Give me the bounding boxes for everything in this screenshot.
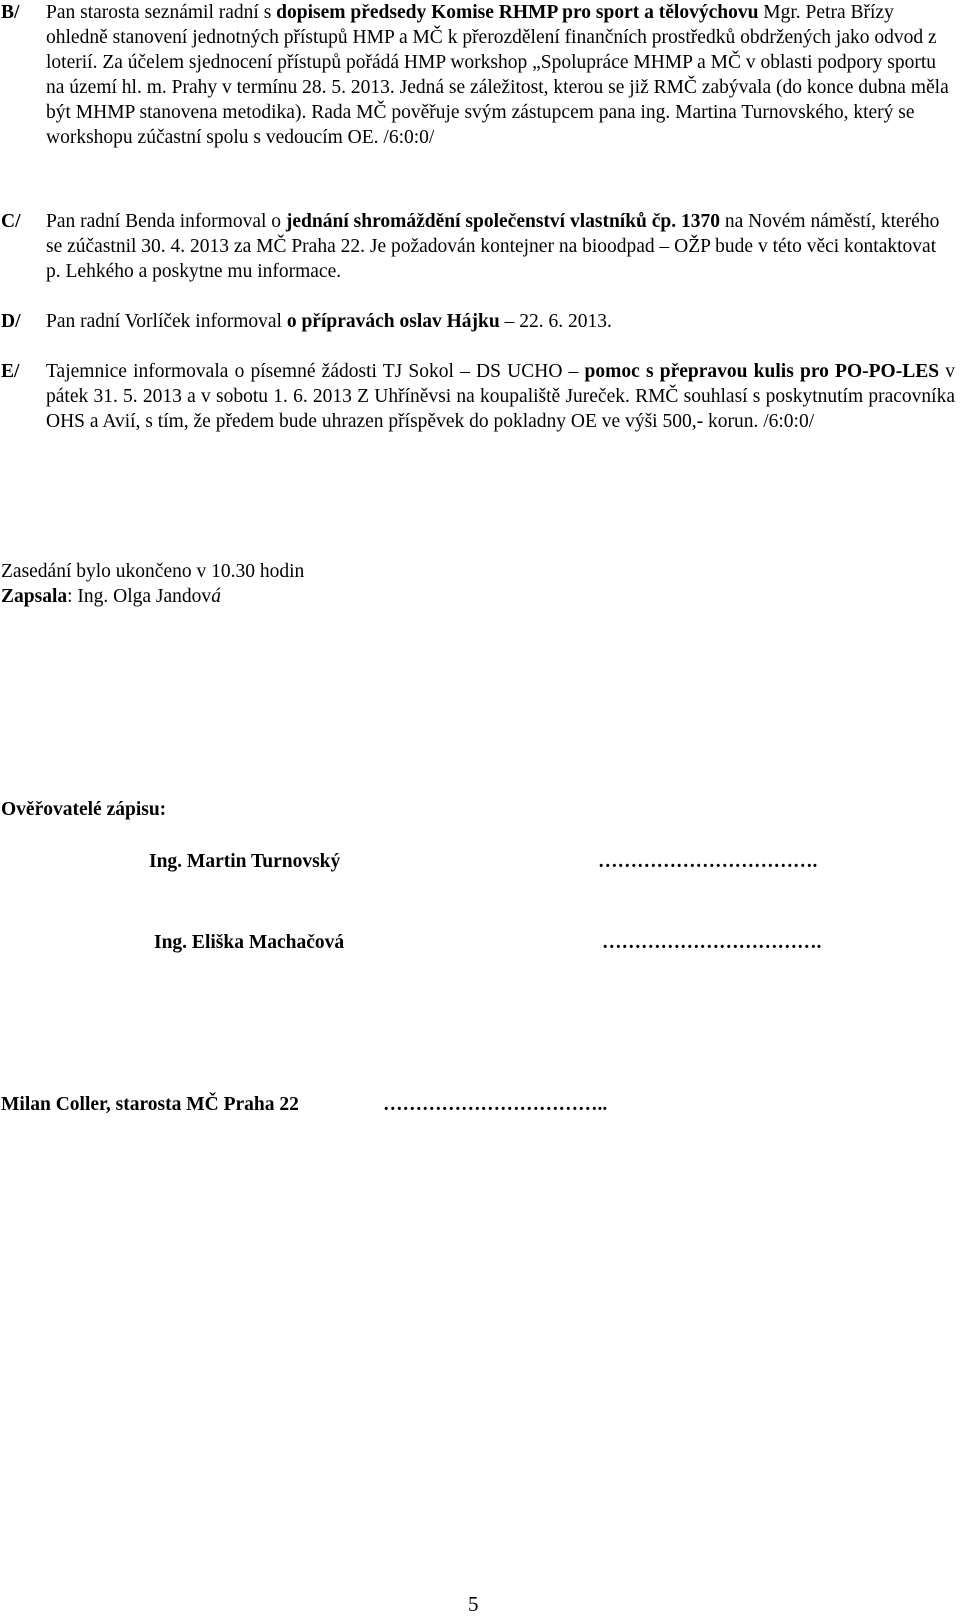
recorded-by-name: Ing. Olga Jandov: [72, 586, 212, 607]
section-text: – 22. 6. 2013.: [499, 311, 612, 332]
section-body: [46, 359, 955, 434]
section-letter: B/: [1, 2, 20, 23]
section-highlight: dopisem předsedy Komise RHMP pro sport a tělovýchovu: [276, 2, 759, 23]
section-highlight: o přípravách oslav Hájku: [286, 311, 500, 332]
section-text: Pan radní Benda informoval o: [46, 211, 286, 232]
section-body: [46, 0, 955, 150]
section-c: [0, 209, 955, 284]
section-highlight: jednání shromáždění společenství vlastníků čp. 1370: [285, 211, 721, 232]
signer-name-1: Ing. Martin Turnovský: [149, 851, 341, 872]
signer-name-3: Milan Coller, starosta MČ Praha 22: [1, 1094, 299, 1115]
meeting-ended-line: Zasedání bylo ukončeno v 10.30 hodin: [1, 561, 305, 582]
recorded-by-line: [1, 584, 801, 609]
signature-line-3: ……………………………..: [383, 1094, 608, 1115]
section-text: Pan starosta seznámil radní s: [46, 2, 277, 23]
section-e: [0, 359, 955, 434]
verifiers-heading: Ověřovatelé zápisu:: [1, 799, 167, 820]
closing-block: [1, 559, 801, 609]
section-b: [0, 0, 955, 150]
section-text: Tajemnice informovala o písemné žádosti TJ Sokol – DS UCHO –: [46, 361, 585, 382]
signature-line-1: …………………………….: [598, 851, 818, 872]
signature-line-2: …………………………….: [602, 932, 822, 953]
section-letter: C/: [1, 211, 21, 232]
section-text: v pátek 31. 5. 2013 a v sobotu 1. 6. 2013 Z Uhříněvsi na koupaliště Jureček. RMČ souhlasí s poskytnutím pracovníka OHS a Avií, s tím, že předem bude uhrazen příspěvek do pokladny OE ve výši 500,- korun. /6:0:0/: [46, 361, 955, 432]
page-number: 5: [468, 1592, 479, 1616]
section-text: Pan radní Vorlíček informoval: [46, 311, 287, 332]
section-letter: D/: [1, 311, 21, 332]
section-body: [46, 209, 955, 284]
signer-name-2: Ing. Eliška Machačová: [154, 932, 345, 953]
section-d: [0, 309, 955, 334]
section-highlight: pomoc s přepravou kulis pro PO-PO-LES: [584, 361, 940, 382]
recorded-by-name-suffix: á: [211, 586, 221, 607]
section-text: Mgr. Petra Břízy ohledně stanovení jednotných přístupů HMP a MČ k přerozdělení finančních prostředků obdržených jako odvod z loterií. Za účelem sjednocení přístupů pořádá HMP workshop „Spolupráce MHMP a MČ v oblasti podpory sportu na území hl. m. Prahy v termínu 28. 5. 2013. Jedná se záležitost, kterou se již RMČ zabývala (do konce dubna měla být MHMP stanovena metodika). Rada MČ pověřuje svým zástupcem pana ing. Martina Turnovského, který se workshopu zúčastní spolu s vedoucím OE. /6:0:0/: [46, 2, 949, 148]
recorded-by-colon: :: [67, 586, 73, 607]
section-body: [46, 309, 955, 334]
recorded-by-label: Zapsala: [1, 586, 68, 607]
section-letter: E/: [1, 361, 20, 382]
section-text: na Novém náměstí, kterého se zúčastnil 30. 4. 2013 za MČ Praha 22. Je požadován kontejner na bioodpad – OŽP bude v této věci kontaktovat p. Lehkého a poskytne mu informace.: [46, 211, 940, 282]
